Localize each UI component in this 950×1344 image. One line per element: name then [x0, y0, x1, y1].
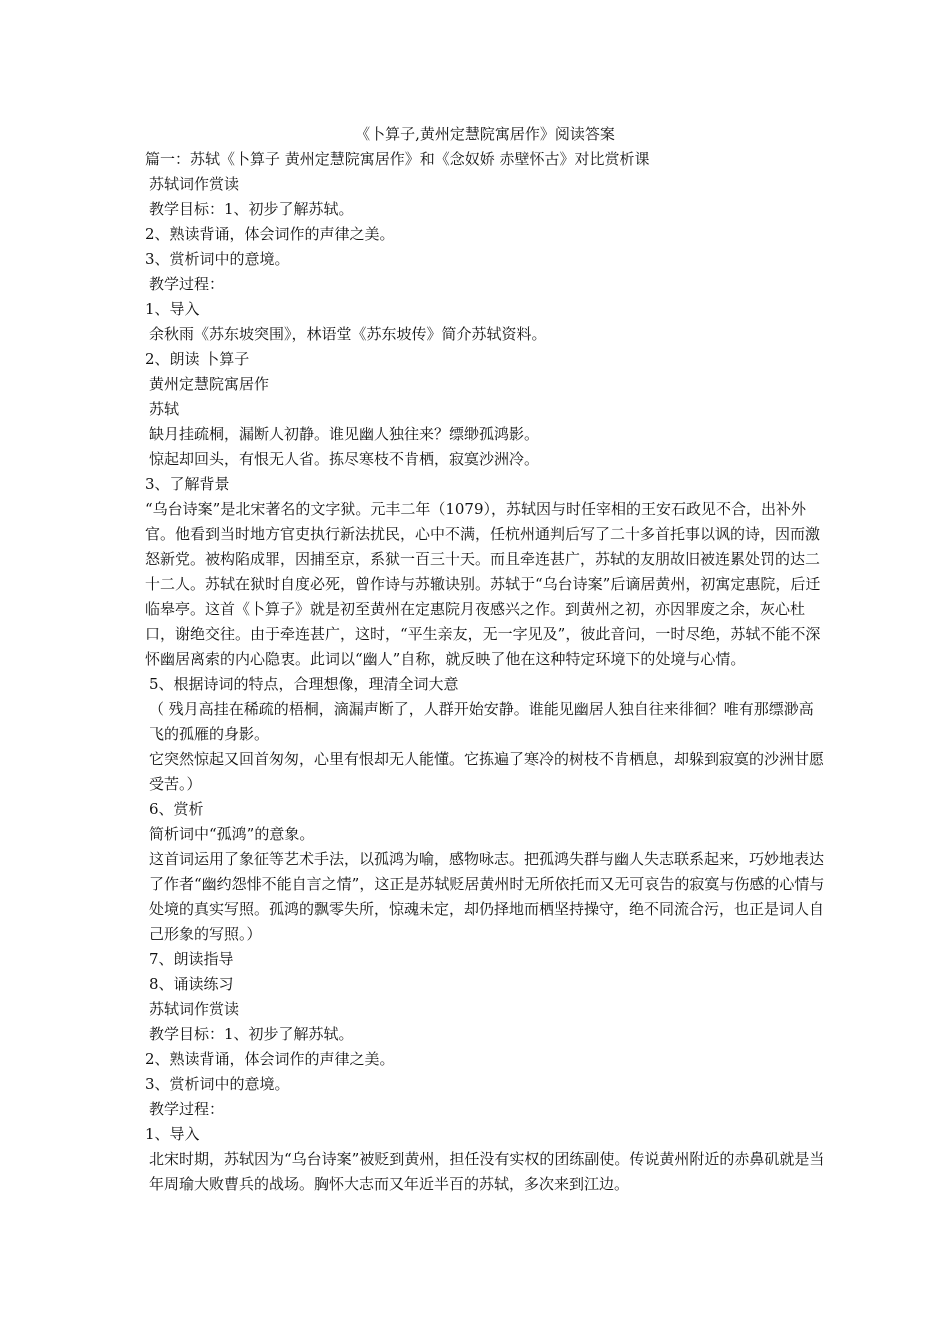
paragraph: 篇一：苏轼《卜算子 黄州定慧院寓居作》和《念奴娇 赤壁怀古》对比赏析课 — [145, 150, 650, 168]
paragraph: 苏轼词作赏读 — [149, 175, 240, 193]
paragraph: 教学目标：1、初步了解苏轼。 — [149, 1025, 354, 1043]
paragraph: 它突然惊起又回首匆匆，心里有恨却无人能懂。它拣遍了寒冷的树枝不肯栖息，却躲到寂寞的沙洲甘愿受苦。） — [149, 750, 825, 793]
paragraph: 惊起却回头，有恨无人省。拣尽寒枝不肯栖，寂寞沙洲冷。 — [149, 450, 540, 468]
paragraph: 缺月挂疏桐，漏断人初静。谁见幽人独往来？缥缈孤鸿影。 — [149, 425, 540, 443]
paragraph: 教学过程： — [149, 275, 225, 293]
paragraph: 6、赏析 — [149, 800, 204, 818]
paragraph: （ 残月高挂在稀疏的梧桐，滴漏声断了，人群开始安静。谁能见幽居人独自往来徘徊？唯有那缥渺高飞的孤雁的身影。 — [149, 700, 814, 743]
document-title: 《卜算子,黄州定慧院寓居作》阅读答案 — [355, 125, 615, 143]
paragraph: 教学目标：1、初步了解苏轼。 — [149, 200, 354, 218]
document-body — [145, 122, 825, 1197]
paragraph: 5、根据诗词的特点，合理想像，理清全词大意 — [149, 675, 459, 693]
paragraph: 8、诵读练习 — [149, 975, 234, 993]
paragraph: 2、熟读背诵，体会词作的声律之美。 — [145, 1050, 395, 1068]
paragraph: 苏轼词作赏读 — [149, 1000, 240, 1018]
paragraph: 3、了解背景 — [145, 475, 230, 493]
paragraph: 余秋雨《苏东坡突围》，林语堂《苏东坡传》简介苏轼资料。 — [149, 325, 547, 343]
paragraph: 2、熟读背诵，体会词作的声律之美。 — [145, 225, 395, 243]
paragraph: 3、赏析词中的意境。 — [145, 250, 290, 268]
paragraph: “乌台诗案”是北宋著名的文字狱。元丰二年（1079），苏轼因与时任宰相的王安石政见不合，出补外官。他看到当时地方官吏执行新法扰民，心中不满，任杭州通判后写了二十多首托事以讽的诗，因而激怒新党。被构陷成罪，因捕至京，系狱一百三十天。而且牵连甚广，苏轼的友朋故旧被连累处罚的达二十二人。苏轼在狱时自度必死，曾作诗与苏辙诀别。苏轼于“乌台诗案”后谪居黄州，初寓定惠院，后迁临皋亭。这首《卜算子》就是初至黄州在定惠院月夜感兴之作。到黄州之初，亦因罪废之余，灰心杜口，谢绝交往。由于牵连甚广，这时，“平生亲友，无一字见及”，彼此音问，一时尽绝，苏轼不能不深怀幽居离索的内心隐衷。此词以“幽人”自称，就反映了他在这种特定环境下的处境与心情。 — [145, 500, 821, 668]
paragraph-list — [145, 147, 825, 1197]
paragraph: 教学过程： — [149, 1100, 225, 1118]
paragraph: 这首词运用了象征等艺术手法，以孤鸿为喻，感物咏志。把孤鸿失群与幽人失志联系起来，巧妙地表达了作者“幽约怨悱不能自言之情”，这正是苏轼贬居黄州时无所依托而又无可哀告的寂寞与伤感的心情与处境的真实写照。孤鸿的飘零失所，惊魂未定，却仍择地而栖坚持操守，绝不同流合污，也正是词人自己形象的写照。） — [149, 850, 825, 943]
paragraph: 3、赏析词中的意境。 — [145, 1075, 290, 1093]
paragraph: 简析词中“孤鸿”的意象。 — [149, 825, 315, 843]
paragraph: 7、朗读指导 — [149, 950, 234, 968]
paragraph: 1、导入 — [145, 1125, 200, 1143]
paragraph: 北宋时期，苏轼因为“乌台诗案”被贬到黄州，担任没有实权的团练副使。传说黄州附近的赤鼻矶就是当年周瑜大败曹兵的战场。胸怀大志而又年近半百的苏轼，多次来到江边。 — [149, 1150, 825, 1193]
paragraph: 1、导入 — [145, 300, 200, 318]
paragraph: 黄州定慧院寓居作 — [149, 375, 270, 393]
paragraph: 苏轼 — [149, 400, 180, 418]
paragraph: 2、朗读 卜算子 — [145, 350, 250, 368]
